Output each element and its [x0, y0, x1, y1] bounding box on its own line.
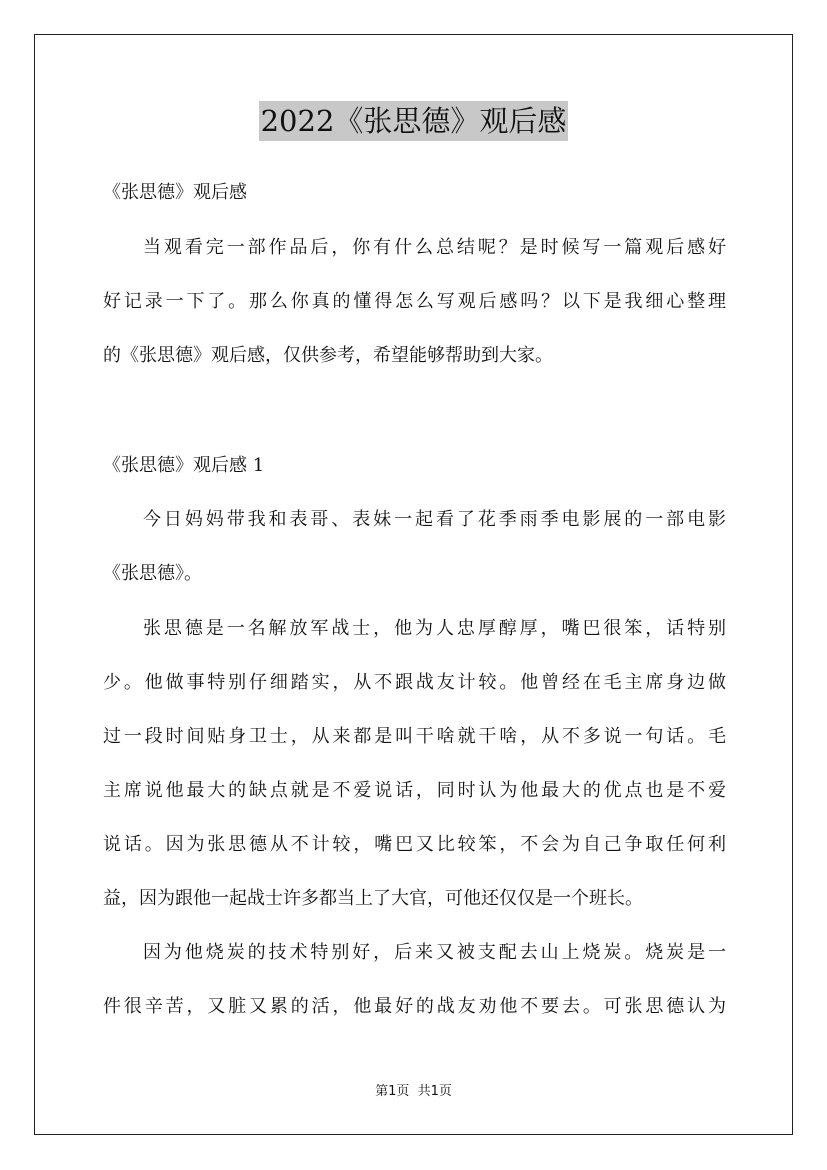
intro-line-3: 的《张思德》观后感，仅供参考，希望能够帮助到大家。	[103, 345, 553, 366]
intro-line-2: 好记录一下了。那么你真的懂得怎么写观后感吗？以下是我细心整理	[103, 291, 726, 312]
document-title: 2022《张思德》观后感	[259, 101, 569, 141]
paragraph-2-line-4: 主席说他最大的缺点就是不爱说话，同时认为他最大的优点也是不爱	[103, 780, 726, 801]
intro-line-1: 当观看完一部作品后，你有什么总结呢？是时候写一篇观后感好	[143, 237, 726, 258]
section-heading: 《张思德》观后感 1	[103, 455, 265, 476]
paragraph-3-line-1: 因为他烧炭的技术特别好，后来又被支配去山上烧炭。烧炭是一	[143, 942, 726, 963]
paragraph-1-line-2: 《张思德》。	[103, 563, 202, 584]
paragraph-2-line-1: 张思德是一名解放军战士，他为人忠厚醇厚，嘴巴很笨，话特别	[143, 618, 726, 639]
paragraph-2-line-2: 少。他做事特别仔细踏实，从不跟战友计较。他曾经在毛主席身边做	[103, 672, 726, 693]
paragraph-1-line-1: 今日妈妈带我和表哥、表妹一起看了花季雨季电影展的一部电影	[143, 509, 726, 530]
document-subtitle: 《张思德》观后感	[103, 182, 247, 203]
paragraph-2-line-6: 益，因为跟他一起战士许多都当上了大官，可他还仅仅是一个班长。	[103, 888, 643, 909]
paragraph-2-line-3: 过一段时间贴身卫士，从来都是叫干啥就干啥，从不多说一句话。毛	[103, 726, 726, 747]
paragraph-2-line-5: 说话。因为张思德从不计较，嘴巴又比较笨，不会为自己争取任何利	[103, 834, 726, 855]
title-container	[0, 101, 827, 141]
paragraph-3-line-2: 件很辛苦，又脏又累的活，他最好的战友劝他不要去。可张思德认为	[103, 996, 726, 1017]
page-number-footer: 第1页 共1页	[375, 1084, 452, 1099]
